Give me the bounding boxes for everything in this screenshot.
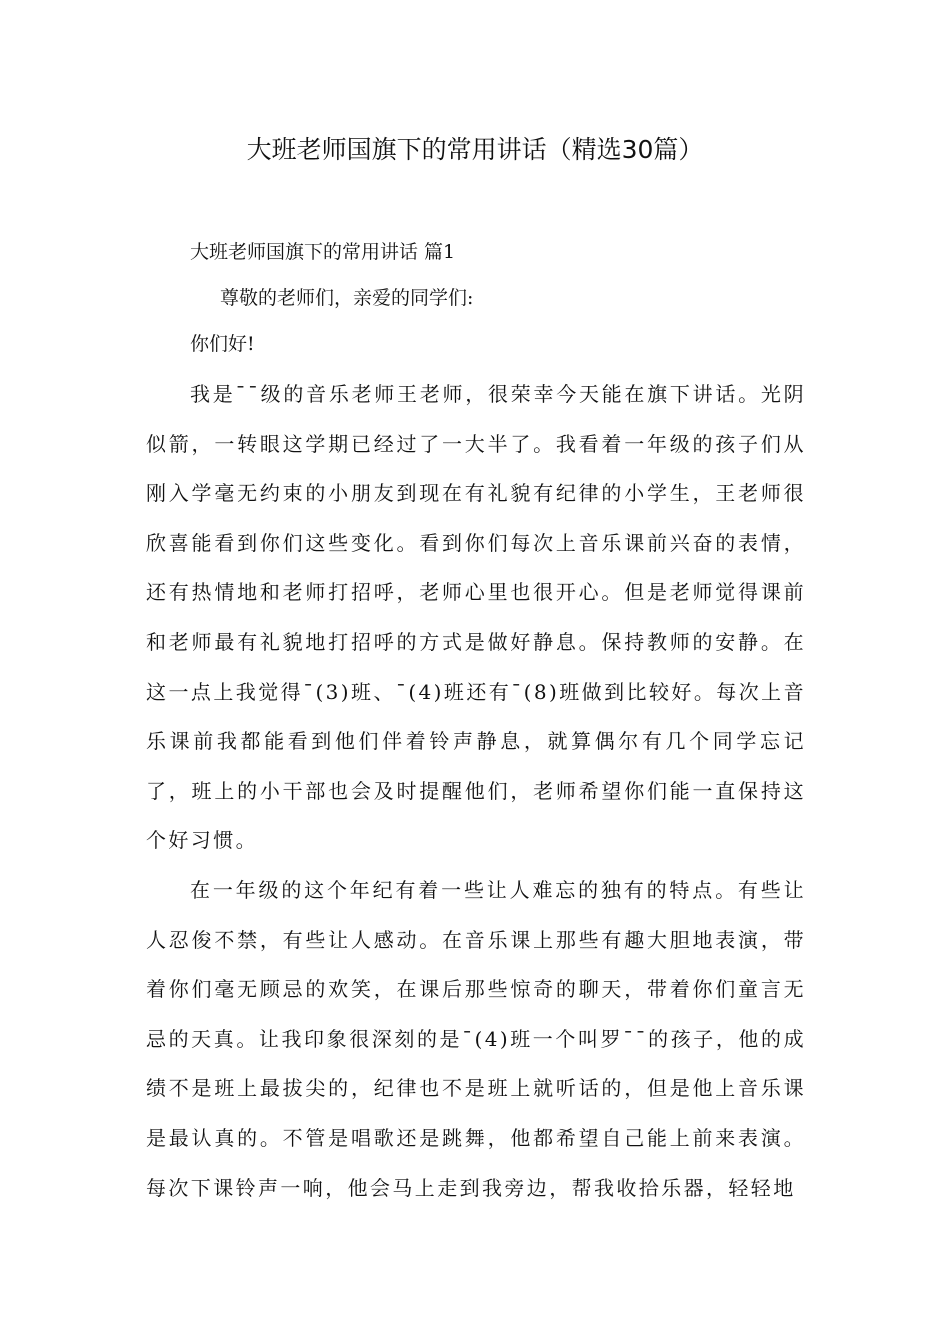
hello-line: 你们好! [190, 333, 255, 355]
document-body [146, 232, 806, 1213]
greeting-line: 尊敬的老师们，亲爱的同学们: [220, 287, 474, 309]
paragraph: 在一年级的这个年纪有着一些让人难忘的独有的特点。有些让人忍俊不禁，有些让人感动。在音乐课上那些有趣大胆地表演，带着你们毫无顾忌的欢笑，在课后那些惊奇的聊天，带着你们童言无忌的天真。让我印象很深刻的是¯(4)班一个叫罗¯¯的孩子，他的成绩不是班上最拔尖的，纪律也不是班上就听话的，但是他上音乐课是最认真的。不管是唱歌还是跳舞，他都希望自己能上前来表演。每次下课铃声一响，他会马上走到我旁边，帮我收拾乐器，轻轻地 [146, 877, 806, 1200]
paragraph: 我是¯¯级的音乐老师王老师，很荣幸今天能在旗下讲话。光阴似箭，一转眼这学期已经过了一大半了。我看着一年级的孩子们从刚入学毫无约束的小朋友到现在有礼貌有纪律的小学生，王老师很欣喜能看到你们这些变化。看到你们每次上音乐课前兴奋的表情，还有热情地和老师打招呼，老师心里也很开心。但是老师觉得课前和老师最有礼貌地打招呼的方式是做好静息。保持教师的安静。在这一点上我觉得¯(3)班、¯(4)班还有¯(8)班做到比较好。每次上音乐课前我都能看到他们伴着铃声静息，就算偶尔有几个同学忘记了，班上的小干部也会及时提醒他们，老师希望你们能一直保持这个好习惯。 [146, 382, 806, 853]
document-title: 大班老师国旗下的常用讲话（精选30篇） [246, 135, 704, 164]
section-heading: 大班老师国旗下的常用讲话 篇1 [190, 241, 456, 263]
